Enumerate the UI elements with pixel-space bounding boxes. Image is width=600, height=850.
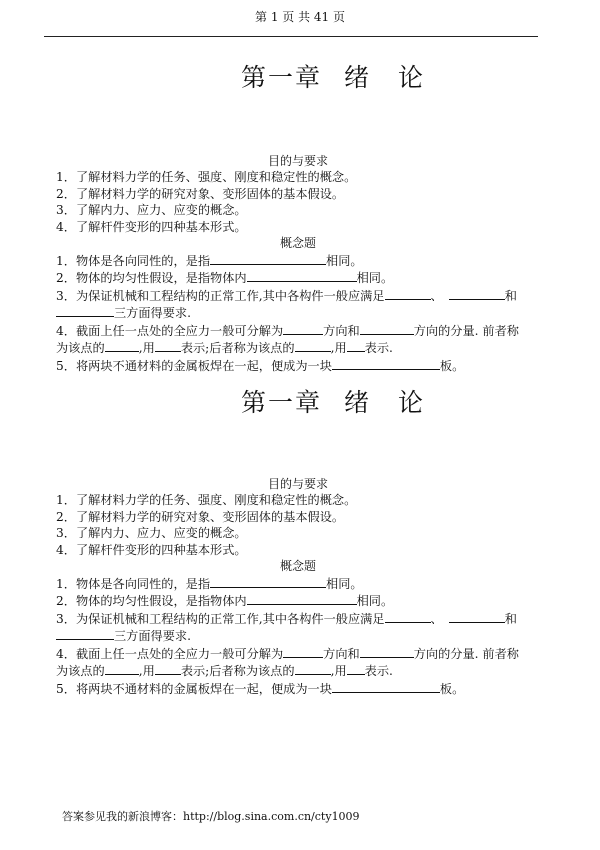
answer-blank[interactable]: [295, 662, 331, 675]
question-text: 1．物体是各向同性的，是指: [56, 253, 211, 268]
question-text: 5．将两块不通材料的金属板焊在一起，便成为一块: [56, 681, 332, 696]
question-1: [56, 575, 540, 593]
answer-blank[interactable]: [56, 304, 114, 317]
question-text: 方向和: [323, 646, 360, 661]
chapter-section-2: [56, 388, 540, 697]
answer-blank[interactable]: [449, 287, 505, 300]
answer-blank[interactable]: [295, 339, 331, 352]
chapter-number: 第一章: [240, 63, 322, 92]
answer-blank[interactable]: [210, 252, 326, 265]
question-text: 方向的分量. 前者称: [413, 646, 519, 661]
question-3: [56, 610, 540, 628]
chapter-name: 绪 论: [344, 63, 426, 92]
question-text: 方向和: [323, 323, 360, 338]
question-text: 表示;后者称为该点的: [180, 664, 295, 678]
question-text: 相同。: [326, 576, 363, 591]
question-text: ,用: [330, 664, 347, 678]
question-text: 3．为保证机械和工程结构的正常工作,其中各构件一般应满足: [56, 611, 385, 626]
question-text: 相同。: [356, 594, 394, 608]
answer-blank[interactable]: [155, 339, 181, 352]
goal-item: 1．了解材料力学的任务、强度、刚度和稳定性的概念。: [56, 493, 357, 507]
question-text: ,用: [330, 341, 347, 355]
question-text: 板。: [439, 681, 465, 696]
question-3: [56, 287, 540, 305]
question-text: 、: [430, 288, 443, 303]
answer-blank[interactable]: [332, 357, 440, 370]
page-number-label: 第 1 页 共 41 页: [255, 10, 345, 24]
question-text: 板。: [439, 358, 465, 373]
answer-blank[interactable]: [385, 610, 431, 623]
answer-blank[interactable]: [155, 662, 181, 675]
goals-heading: 目的与要求: [267, 476, 328, 491]
question-text: 和: [504, 611, 517, 626]
question-text: 相同。: [326, 253, 363, 268]
answer-blank[interactable]: [347, 339, 365, 352]
question-text: 三方面得要求.: [114, 629, 191, 643]
question-3-cont: [56, 627, 540, 645]
question-text: 为该点的: [56, 664, 105, 678]
answer-blank[interactable]: [283, 645, 323, 658]
question-text: ,用: [138, 341, 155, 355]
question-text: 3．为保证机械和工程结构的正常工作,其中各构件一般应满足: [56, 288, 385, 303]
chapter-name: 绪 论: [344, 388, 426, 417]
question-text: 1．物体是各向同性的，是指: [56, 576, 211, 591]
chapter-title: [56, 63, 540, 92]
concepts-heading: 概念题: [279, 236, 316, 250]
question-text: 相同。: [356, 271, 394, 285]
answer-blank[interactable]: [360, 322, 414, 335]
question-text: 、: [430, 611, 443, 626]
footer-note: 答案参见我的新浪博客：http://blog.sina.com.cn/cty1009: [62, 810, 360, 823]
answer-blank[interactable]: [105, 339, 139, 352]
chapter-section-1: [56, 63, 540, 374]
question-text: 三方面得要求.: [114, 306, 191, 320]
page-header: [0, 0, 600, 32]
answer-blank[interactable]: [360, 645, 414, 658]
goal-item: 2．了解材料力学的研究对象、变形固体的基本假设。: [56, 186, 345, 201]
question-5: [56, 357, 540, 375]
question-text: 表示.: [364, 664, 393, 678]
question-text: 表示.: [364, 341, 393, 355]
answer-blank[interactable]: [105, 662, 139, 675]
question-text: 5．将两块不通材料的金属板焊在一起，便成为一块: [56, 358, 332, 373]
chapter-number: 第一章: [240, 388, 322, 417]
answer-blank[interactable]: [449, 610, 505, 623]
question-2: [56, 592, 540, 610]
question-text: 4．截面上任一点处的全应力一般可分解为: [56, 646, 284, 661]
answer-blank[interactable]: [247, 269, 357, 282]
question-2: [56, 269, 540, 287]
question-text: 为该点的: [56, 341, 105, 355]
question-text: 2．物体的均匀性假设，是指物体内: [56, 271, 247, 285]
goals-heading: 目的与要求: [267, 153, 328, 168]
answer-blank[interactable]: [247, 592, 357, 605]
chapter-title: [56, 388, 540, 417]
question-text: 和: [504, 288, 517, 303]
answer-blank[interactable]: [56, 627, 114, 640]
concepts-heading: 概念题: [279, 559, 316, 573]
goal-item: 1．了解材料力学的任务、强度、刚度和稳定性的概念。: [56, 170, 357, 184]
question-4: [56, 645, 540, 663]
answer-blank[interactable]: [332, 680, 440, 693]
goal-item: 4．了解杆件变形的四种基本形式。: [56, 542, 247, 557]
question-text: 2．物体的均匀性假设，是指物体内: [56, 594, 247, 608]
goal-item: 3．了解内力、应力、应变的概念。: [56, 526, 247, 540]
question-4: [56, 322, 540, 340]
answer-blank[interactable]: [385, 287, 431, 300]
goal-item: 3．了解内力、应力、应变的概念。: [56, 203, 247, 217]
question-5: [56, 680, 540, 698]
question-4-cont: [56, 339, 540, 357]
goal-item: 4．了解杆件变形的四种基本形式。: [56, 219, 247, 234]
question-text: 4．截面上任一点处的全应力一般可分解为: [56, 323, 284, 338]
answer-blank[interactable]: [283, 322, 323, 335]
answer-blank[interactable]: [210, 575, 326, 588]
question-1: [56, 252, 540, 270]
goal-item: 2．了解材料力学的研究对象、变形固体的基本假设。: [56, 509, 345, 524]
question-text: 表示;后者称为该点的: [180, 341, 295, 355]
question-3-cont: [56, 304, 540, 322]
answer-blank[interactable]: [347, 662, 365, 675]
question-text: ,用: [138, 664, 155, 678]
question-4-cont: [56, 662, 540, 680]
header-rule: [44, 36, 538, 37]
question-text: 方向的分量. 前者称: [413, 323, 519, 338]
